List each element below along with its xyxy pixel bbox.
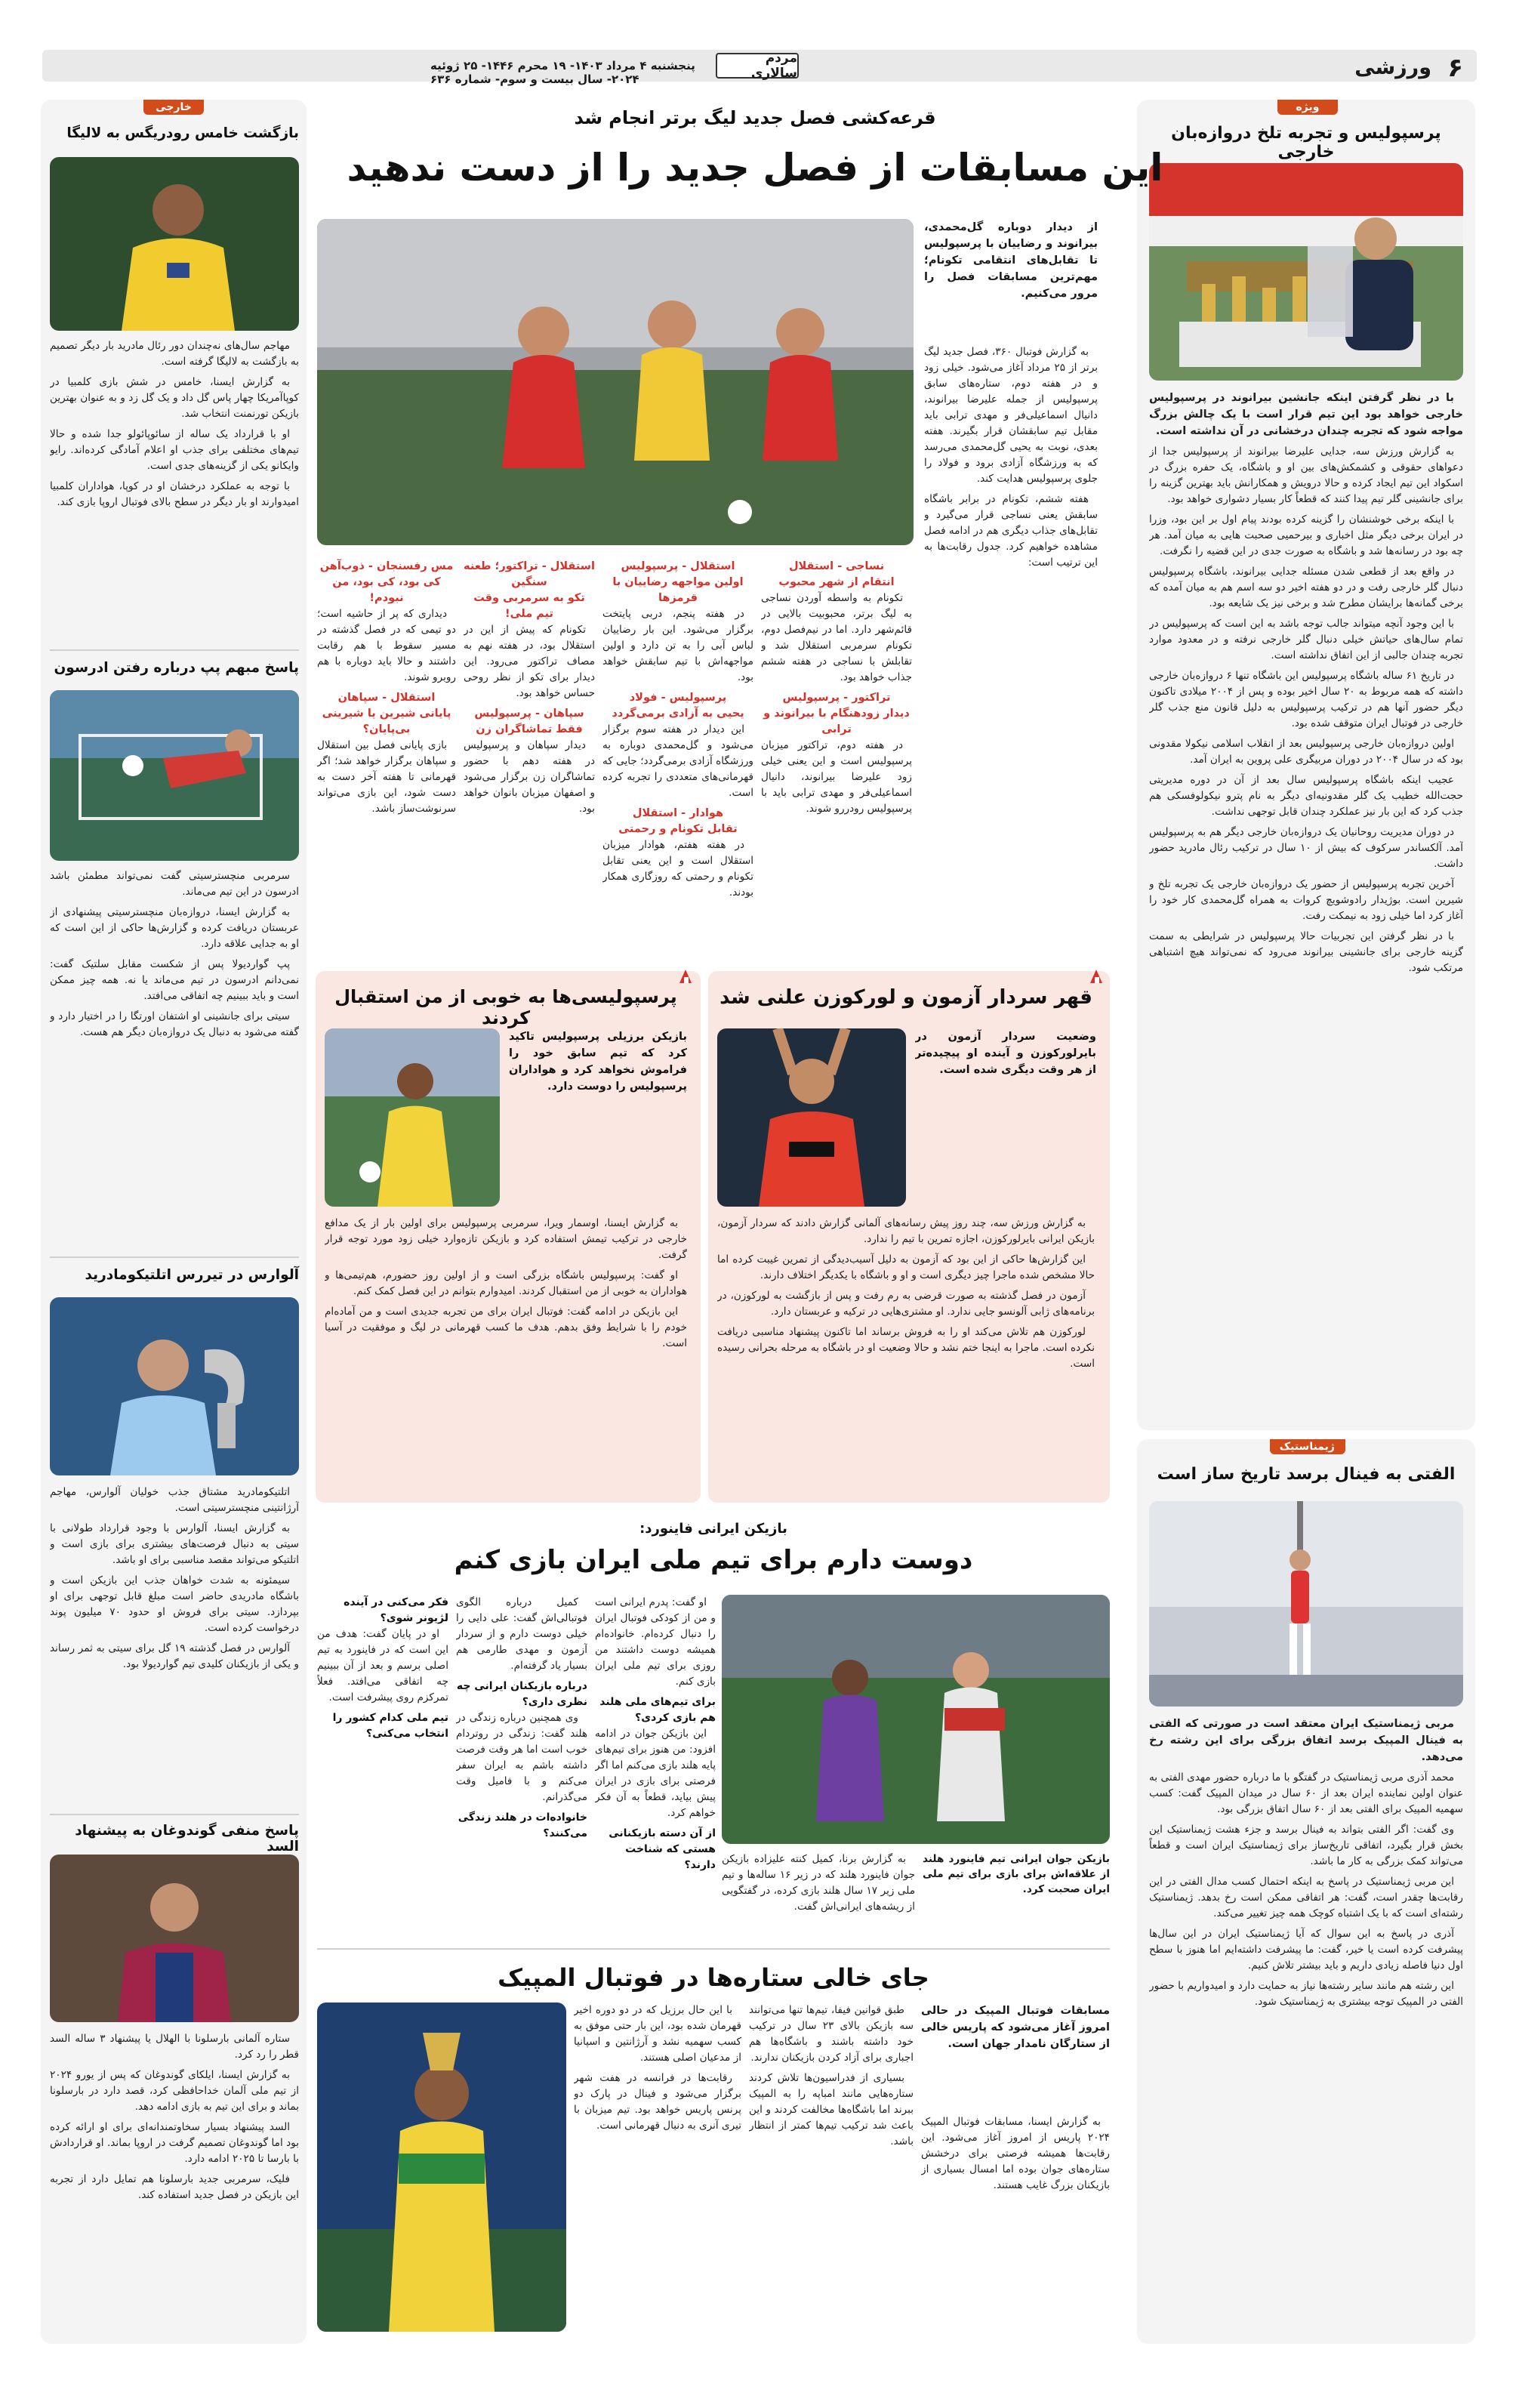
story-paragraph: بسیاری از فدراسیون‌ها تلاش کردند ستاره‌هایی مانند امباپه را به المپیک ببرند اما باشگاه‌ها مخالفت کردند و این باعث شد ترکیب تیم‌ها کمتر از انتظار باشد. <box>749 2072 914 2147</box>
story-paragraph: هفته ششم، تکونام در برابر باشگاه سابقش یعنی نساجی قرار می‌گیرد و تقابل‌های جذاب دیگری هم در ادامه فصل مشاهده خواهیم کرد. جدول رقابت‌ها به این ترتیب است: <box>924 493 1098 569</box>
story-paragraph: به گزارش ایسنا، اوسمار ویرا، سرمربی پرسپولیس برای اولین بار از یک مدافع خارجی در ترکیب تیمش استفاده کرد و بازیکن تازه‌وارد خیلی زود مورد توجه قرار گرفت. <box>325 1217 687 1261</box>
divider <box>50 1814 299 1815</box>
story-body <box>717 1216 1095 1495</box>
section-tag: ژیمناستیک <box>1270 1439 1345 1454</box>
story-paragraph: این بازیکن جوان در ادامه افزود: من هنوز برای تیم‌های پایه هلند بازی می‌کنم اما اگر فرصتی برای بازی در ایران پیش بیاید، قطعاً به آن فکر خواهم کرد. <box>595 1728 716 1819</box>
story-body <box>325 1216 687 1495</box>
fixture-text: دیدار سپاهان و پرسپولیس در هفته دهم با حضور تماشاگران زن برگزار می‌شود و اصفهان میزبان بانوان خواهد بود. <box>464 739 595 815</box>
player-lamenting-photo <box>717 1028 906 1207</box>
interview-column <box>595 1595 716 1935</box>
section-tag: خارجی <box>143 100 204 115</box>
section-tag: ویژه <box>1277 100 1338 115</box>
story-paragraph: به گزارش ورزش سه، جدایی علیرضا بیرانوند از پرسپولیس جدا از دعواهای حقوقی و کشمکش‌های بین او و باشگاه، یک حفره بزرگ در اسکواد این تیم ایجاد کرده و حالا درویش و همکارانش باید بهترین گزینه را برای جانشینی گلر تیم پیدا کنند که قطعاً کار بسیار دشواری خواهد بود. <box>1149 446 1463 505</box>
main-intro <box>924 344 1098 948</box>
story-paragraph: آلوارس در فصل گذشته ۱۹ گل برای سیتی به ثمر رساند و یکی از بازیکنان کلیدی تیم گواردیولا بود. <box>50 1642 299 1670</box>
story-paragraph: به گزارش ایسنا، ایلکای گوندوغان که پس از یورو ۲۰۲۴ از تیم ملی آلمان خداحافظی کرد، قصد دارد در بارسلونا بماند و برای این تیم به بازی ادامه دهد. <box>50 2069 299 2113</box>
mark-icon <box>1087 967 1107 986</box>
fixture-text: در هفته پنجم، دربی پایتخت برگزار می‌شود. این بار رضاییان لباس آبی را به تن دارد و اولین مواجهه‌اش با تیم سابقش خواهد بود. <box>602 608 753 683</box>
interview-body <box>722 1851 915 1935</box>
story-paragraph: با این وجود آنچه میتواند جالب توجه باشد به این است که پرسپولیس در تمام سال‌های حیاتش خیلی دنبال گلر خارجی نرفته و در معدود موارد تجربه چندان جالبی از این اتفاق نداشته است. <box>1149 618 1463 661</box>
page-number: ۶ <box>1447 53 1463 83</box>
story-paragraph: اولین دروازه‌بان خارجی پرسپولیس بعد از انقلاب اسلامی نیکولا مقدونی بود که در سال ۲۰۰۴ در دوران مربیگری علی پروین به ایران آمد. <box>1149 738 1463 766</box>
fixture-subtitle: اولین مواجهه رضاییان با قرمزها <box>612 576 744 604</box>
story-paragraph: او در پایان گفت: هدف من این است که در فاینورد به تیم اصلی برسم و بعد از آن ببینیم چه اتفاقی می‌افتد. فعلاً تمرکزم روی پیشرفت است. <box>317 1628 448 1703</box>
story-paragraph: مربی ژیمناستیک ایران معتقد است در صورتی که الفتی به فینال المپیک برسد اتفاق بزرگی برای این رشته رخ می‌دهد. <box>1149 1717 1463 1763</box>
fixture-subtitle: یحیی به آزادی برمی‌گردد <box>612 708 744 720</box>
story-paragraph: در تاریخ ۶۱ ساله باشگاه پرسپولیس این باشگاه تنها ۶ دروازه‌بان خارجی داشته که همه مربوط به ۲۰ سال اخیر بوده و پس از ۲۰۰۴ میلادی تاکنون دیگر حضور آنها هم در ترکیب پرسپولیس به دلیل قانون منع جذب گلر خارجی در فوتبال ایران متوقف شده بود. <box>1149 670 1463 729</box>
story-paragraph: در دوران مدیریت روحانیان یک دروازه‌بان خارجی دیگر هم به پرسپولیس آمد. آلکساندر سرکوف که بیش از ۱۰ سال در ترکیب رئال مادرید حضور داشت. <box>1149 826 1463 870</box>
story-paragraph: عجیب اینکه باشگاه پرسپولیس سال بعد از آن در دوره مدیریتی حجت‌الله خطیب یک گلر مقدونیه‌ای دیگر به نام پترو نیکولوفسکی هم جذب کرد که این بار نیز عملکرد چندان قابل توجهی نداشت. <box>1149 774 1463 818</box>
story-paragraph: فلیک، سرمربی جدید بارسلونا هم تمایل دارد از تجربه این بازیکن در فصل جدید استفاده کند. <box>50 2173 299 2201</box>
story-paragraph: به گزارش ایسنا، دروازه‌بان منچسترسیتی پیشنهادی از عربستان دریافت کرده و گزارش‌ها حاکی از این است که او به جدایی علاقه دارد. <box>50 906 299 950</box>
olympic-body <box>921 2114 1110 2333</box>
divider <box>50 1256 299 1258</box>
interview-question: فکر می‌کنی در آینده لژیونر شوی؟ <box>344 1596 448 1624</box>
olympic-headline: جای خالی ستاره‌ها در فوتبال المپیک <box>498 1963 929 1992</box>
story-paragraph: او گفت: پرسپولیس باشگاه بزرگی است و از اولین روز حضورم، هم‌تیمی‌ها و هواداران به خوبی از من استقبال کردند. امیدوارم بتوانم در این فصل کمک کنم. <box>325 1269 687 1297</box>
story-paragraph: او گفت: پدرم ایرانی است و من از کودکی فوتبال ایران را دنبال کرده‌ام. خانواده‌ام همیشه دوست داشتند من روزی برای تیم ملی ایران بازی کنم. <box>595 1596 716 1688</box>
story-headline: بازگشت خامس رودریگس به لالیگا <box>66 125 299 141</box>
player-with-ball-photo <box>325 1028 500 1207</box>
story-paragraph: در واقع بعد از قطعی شدن مسئله جدایی بیرانوند، باشگاه پرسپولیس دنبال گلر خارجی رفت و در دو هفته اخیر دو سه اسم هم به میان آمده که برخی گمانه‌ها برایشان مطرح شد و برخی نیز یک شایعه بود. <box>1149 566 1463 609</box>
story-paragraph: ستاره آلمانی بارسلونا با الهلال یا پیشنهاد ۳ ساله السد قطر را رد کرد. <box>50 2033 299 2061</box>
story-lead: بازیکن برزیلی پرسپولیس تاکید کرد که تیم سابق خود را فراموش نخواهد کرد و هواداران پرسپولیس را دوست دارد. <box>509 1030 687 1093</box>
fixture-text: بازی پایانی فصل بین استقلال و سپاهان برگزار خواهد شد؛ اگر قهرمانی تا هفته آخر دست به دست شود، این بازی می‌تواند سرنوشت‌ساز باشد. <box>317 739 456 815</box>
interview-question: از آن دسته بازیکنانی هستی که شناخت دارند؟ <box>609 1827 716 1871</box>
fixture-subtitle: تقابل تکونام و رحمتی <box>618 823 738 835</box>
interview-headline: دوست دارم برای تیم ملی ایران بازی کنم <box>454 1545 973 1575</box>
story-paragraph: کمیل درباره الگوی فوتبالی‌اش گفت: علی دایی را خیلی دوست دارم و از سردار آزمون و مهدی طارمی هم بسیار یاد گرفته‌ام. <box>456 1596 587 1672</box>
fixture-title: پرسپولیس - فولاد <box>629 692 727 704</box>
story-body <box>50 338 299 640</box>
fixture-title: نساجی - استقلال <box>788 560 885 572</box>
story-paragraph: مهاجم سال‌های نه‌چندان دور رئال مادرید بار دیگر تصمیم به بازگشت به لالیگا گرفته است. <box>50 340 299 368</box>
goalkeeper-with-trophies-photo <box>1149 163 1463 381</box>
story-paragraph: این بازیکن در ادامه گفت: فوتبال ایران برای من تجربه جدیدی است و من آماده‌ام خودم را با شرایط وفق بدهم. هدف ما کسب قهرمانی در لیگ و موفقیت در آسیا است. <box>325 1306 687 1349</box>
story-paragraph: به گزارش ایسنا، خامس در شش بازی کلمبیا در کوپا‌آمریکا چهار پاس گل داد و یک گل زد و به عنوان بهترین بازیکن تورنمنت انتخاب شد. <box>50 376 299 420</box>
fixture-text: در هفته هفتم، هوادار میزبان استقلال است و این یعنی تقابل تکونام و رحمتی که روزگاری همکار بودند. <box>602 839 753 899</box>
main-kicker: قرعه‌کشی فصل جدید لیگ برتر انجام شد <box>574 107 936 128</box>
story-body <box>50 1485 299 1862</box>
story-paragraph: با توجه به عملکرد درخشان او در کوپا، هواداران کلمبیا امیدوارند او بار دیگر در سطح بالای فوتبال اروپا بازی کند. <box>50 480 299 508</box>
fixture-text: در هفته دوم، تراکتور میزبان پرسپولیس است و این یعنی خیلی زود علیرضا بیرانوند، دانیال اسماعیلی‌فر و مهدی ترابی باید با پرسپولیس رودررو شوند. <box>761 739 912 815</box>
football-match-photo <box>317 219 914 545</box>
story-headline: پرسپولیس و تجربه تلخ دروازه‌بان خارجی <box>1171 124 1441 162</box>
interview-column <box>317 1595 448 1935</box>
olympic-body <box>574 2003 741 2335</box>
story-paragraph: وی گفت: اگر الفتی بتواند به فینال برسد و جزء هشت ژیمناستیک این بخش قرار بگیرد، اتفاقی تاریخ‌ساز برای ژیمناستیک ایران است و قطعاً می‌تواند کمک بزرگی به کار ما باشد. <box>1149 1824 1463 1867</box>
story-paragraph: این گزارش‌ها حاکی از این بود که آزمون به دلیل آسیب‌دیدگی از تمرین غیبت کرده اما حالا مشخص شده ماجرا چیز دیگری است و او و باشگاه با یکدیگر اختلاف دارند. <box>717 1253 1095 1281</box>
player-lifting-trophy-photo <box>317 2003 566 2332</box>
story-headline: پاسخ مبهم پپ درباره رفتن ادرسون <box>54 660 299 676</box>
story-paragraph: رقابت‌ها در فرانسه در هفت شهر برگزار می‌شود و فینال در پارک دو پرنس پاریس خواهد بود. تیم میزبان با تیری آنری به دنبال قهرمانی است. <box>574 2072 741 2132</box>
divider <box>317 1948 1110 1950</box>
story-paragraph: لورکوزن هم تلاش می‌کند او را به فروش برساند اما تاکنون پیشنهاد مناسبی دریافت نکرده است. ماجرا به اینجا ختم نشد و حالا وضعیت او در باشگاه به مرحله بحرانی رسیده است. <box>717 1326 1095 1370</box>
story-body <box>50 868 299 1246</box>
fixture-subtitle: انتقام از شهر محبوب <box>778 576 895 588</box>
fixtures-column <box>761 559 912 951</box>
story-headline: پاسخ منفی گوندوغان به پیشنهاد السد <box>75 1823 299 1855</box>
youth-players-photo <box>722 1595 1110 1844</box>
dateline: پنجشنبه ۴ مرداد ۱۴۰۳- ۱۹ محرم ۱۴۴۶- ۲۵ ژوئیه ۲۰۲۴- سال بیست و سوم- شماره ۶۳۶ <box>430 59 695 86</box>
player-yellow-shirt-photo <box>50 157 299 331</box>
interview-question: خانواده‌ات در هلند زندگی می‌کنند؟ <box>458 1811 587 1839</box>
story-paragraph: پپ گواردیولا پس از شکست مقابل سلتیک گفت: نمی‌دانم ادرسون در تیم می‌ماند یا نه. همه چیز ممکن است و باید ببینیم چه اتفاقی می‌افتد. <box>50 958 299 1002</box>
story-paragraph: این رشته هم مانند سایر رشته‌ها نیاز به حمایت دارد و امیدواریم با حضور الفتی در المپیک توجه بیشتری به ژیمناستیک شود. <box>1149 1980 1463 2008</box>
story-paragraph: آزمون در فصل گذشته به صورت قرضی به رم رفت و پس از بازگشت به لورکوزن، در برنامه‌های ژابی آلونسو جایی ندارد. او مشتری‌هایی در ترکیه و عربستان دارد. <box>717 1290 1095 1318</box>
story-headline: پرسپولیسی‌ها به خوبی از من استقبال کردند <box>334 986 677 1028</box>
fixture-subtitle: تکو به سرمربی وقت تیم ملی! <box>473 592 585 620</box>
fixtures-column <box>317 559 456 951</box>
interview-question: درباره بازیکنان ایرانی چه نظری داری؟ <box>456 1680 587 1708</box>
player-kissing-trophy-photo <box>50 1297 299 1475</box>
fixture-title: مس رفسنجان - ذوب‌آهن <box>319 560 454 572</box>
fixture-text: دیداری که پر از حاشیه است؛ دو تیمی که در فصل گذشته در مسیر سقوط با هم رقابت داشتند و حالا باید دوباره با هم روبرو شوند. <box>317 608 456 683</box>
section-title: ورزشی <box>1354 56 1431 79</box>
interview-question: برای تیم‌های ملی هلند هم بازی کردی؟ <box>599 1696 716 1724</box>
story-body <box>1149 390 1463 1403</box>
story-paragraph: سیمئونه به شدت خواهان جذب این بازیکن است و باشگاه مادریدی حاضر است مبلغ قابل توجهی برای او بپردازد. سیتی برای فروش او حدود ۷۰ میلیون پوند درخواست کرده است. <box>50 1574 299 1634</box>
fixture-title: استقلال - پرسپولیس <box>621 560 735 572</box>
story-paragraph: با این حال برزیل که در دو دوره اخیر قهرمان شده بود، این بار حتی موفق به کسب سهمیه نشد و آرژانتین و اسپانیا از مدعیان اصلی هستند. <box>574 2004 741 2064</box>
story-lead: وضعیت سردار آزمون در بایرلورکوزن و آینده او پیچیده‌تر از هر وقت دیگری شده است. <box>915 1030 1096 1076</box>
newspaper-logo: مردم سالاری <box>716 53 799 79</box>
player-applauding-photo <box>50 1855 299 2022</box>
story-paragraph: اتلتیکومادرید مشتاق جذب خولیان آلوارس، مهاجم آرژانتینی منچسترسیتی است. <box>50 1486 299 1514</box>
fixture-title: هوادار - استقلال <box>632 807 724 819</box>
interview-kicker: بازیکن ایرانی فاینورد: <box>639 1521 787 1537</box>
story-paragraph: سیتی برای جانشینی او اشتفان اورتگا را در اختیار دارد و گفته می‌شود به دنبال یک دروازه‌بان دیگر هم هست. <box>50 1010 299 1038</box>
fixture-text: تکونام که پیش از این در استقلال بود، در هفته نهم به مصاف تراکتور می‌رود. این دیدار برای تکو از نظر روحی حساس خواهد بود. <box>464 624 595 699</box>
story-paragraph: محمد آذری مربی ژیمناستیک در گفتگو با ما درباره حضور مهدی الفتی به عنوان اولین نماینده ایران بعد از ۶۰ سال در میدان المپیک گفت: کسب سهمیه المپیک برای الفتی بعد از ۶۰ سال اتفاق بزرگی بود. <box>1149 1771 1463 1815</box>
main-headline: این مسابقات از فصل جدید را از دست ندهید <box>347 146 1163 190</box>
main-lead: از دیدار دوباره گل‌محمدی، بیرانوند و رضاییان با پرسپولیس تا تقابل‌های انتقامی تکونام؛ مهم‌ترین مسابقات فصل را مرور می‌کنیم. <box>924 220 1098 300</box>
fixtures-column <box>602 559 753 951</box>
story-paragraph: به گزارش برنا، کمیل کنته علیزاده بازیکن جوان فاینورد هلند که در زیر ۱۶ ساله‌ها و تیم ملی زیر ۱۷ سال هلند بازی کرده، در گفتگویی از ریشه‌های ایرانی‌اش گفت. <box>722 1853 915 1913</box>
story-paragraph: او با قرارداد یک ساله از سائوپائولو جدا شده و حالا تیم‌های مختلفی برای جذب او اعلام آمادگی کرده‌اند. رایو وایکانو یکی از گزینه‌های جدی است. <box>50 428 299 472</box>
fixture-title: تراکتور - پرسپولیس <box>782 692 891 704</box>
story-headline: قهر سردار آزمون و لورکوزن علنی شد <box>719 986 1092 1009</box>
gymnast-photo <box>1149 1501 1463 1707</box>
fixture-subtitle: کی بود، کی بود، من نبودم! <box>332 576 441 604</box>
fixture-text: تکونام به واسطه آوردن نساجی به لیگ برتر، محبوبیت بالایی در قائم‌شهر دارد. اما در نیم‌فصل دوم، تکونام سرمربی استقلال شد و تقابلش با نساجی در هفته ششم جذاب خواهد بود. <box>761 592 912 683</box>
story-headline: آلوارس در تیررس اتلتیکومادرید <box>85 1267 299 1283</box>
story-paragraph: با اینکه برخی خوشنشان را گزینه کرده بودند پیام اول بر این بود، وزرا در ایران برخی دیگر مثل اخباری و بیرحمیی صحبت هایی به میان آمد. هر چه بود در رسانه‌ها شد و باشگاه به صورت جدی در این قضیه را نگرفت. <box>1149 513 1463 557</box>
story-body <box>50 2031 299 2333</box>
interview-column <box>456 1595 587 1935</box>
story-paragraph: آخرین تجربه پرسپولیس از حضور یک دروازه‌بان خارجی یک تجربه تلخ و شیرین است. بوژیدار رادوشویچ کروات به همراه گل‌محمدی کار خود را آغاز کرد اما خیلی زود به نیمکت رفت. <box>1149 878 1463 922</box>
fixture-text: این دیدار در هفته سوم برگزار می‌شود و گل‌محمدی دوباره به ورزشگاه آزادی برمی‌گردد؛ جایی که قهرمانی‌های متعددی را تجربه کرده است. <box>602 723 753 799</box>
story-paragraph: به گزارش ایسنا، آلوارس با وجود قرارداد طولانی با سیتی به دنبال فرصت‌های بیشتری برای بازی است و اتلتیکو می‌تواند مقصد مناسبی برای او باشد. <box>50 1522 299 1566</box>
olympic-body <box>749 2003 914 2335</box>
fixture-subtitle: فقط تماشاگران زن <box>476 723 583 735</box>
mark-icon <box>676 967 696 986</box>
story-paragraph: طبق قوانین فیفا، تیم‌ها تنها می‌توانند سه بازیکن بالای ۲۳ سال در ترکیب خود داشته باشند و باشگاه‌ها هم اجباری برای آزاد کردن بازیکنان ندارند. <box>749 2004 914 2064</box>
story-paragraph: به گزارش فوتبال ۳۶۰، فصل جدید لیگ برتر از ۲۵ مرداد آغاز می‌شود. خیلی زود و در هفته دوم، ستاره‌های سابق پرسپولیس از جمله علیرضا بیرانوند، دانیال اسماعیلی‌فر و مهدی ترابی باید مقابل تیم سابقشان قرار بگیرند. هفته بعدی، نوبت به یحیی گل‌محمدی می‌رسد که به ورزشگاه آزادی برود و فولاد را جلوی پرسپولیس هدایت کند. <box>924 346 1098 485</box>
fixture-title: استقلال - سپاهان <box>337 692 436 704</box>
story-paragraph: وی همچنین درباره زندگی در هلند گفت: زندگی در روتردام خوب است اما هر وقت فرصت داشته باشم به ایران سفر می‌کنم و با فامیل وقت می‌گذرانم. <box>456 1712 587 1803</box>
fixture-title: استقلال - تراکتور؛ طعنه سنگین <box>464 560 595 588</box>
fixture-subtitle: پایانی شیرین یا شیرینی بی‌پایان؟ <box>322 708 451 735</box>
story-paragraph: به گزارش ایسنا، مسابقات فوتبال المپیک ۲۰۲۴ پاریس از امروز آغاز می‌شود. این رقابت‌ها همیشه فرصتی برای درخشش ستاره‌های جوان بوده اما امسال بسیاری از بازیکنان بزرگ غایب هستند. <box>921 2116 1110 2191</box>
story-body <box>1149 1716 1463 2335</box>
story-paragraph: سرمربی منچسترسیتی گفت نمی‌تواند مطمئن باشد ادرسون در این تیم می‌ماند. <box>50 870 299 898</box>
interview-question: تیم ملی کدام کشور را انتخاب می‌کنی؟ <box>332 1712 448 1740</box>
story-paragraph: به گزارش ورزش سه، چند روز پیش رسانه‌های آلمانی گزارش دادند که سردار آزمون، بازیکن ایرانی بایرلورکوزن، اجازه تمرین با تیم را ندارد. <box>717 1217 1095 1245</box>
goalkeeper-diving-photo <box>50 690 299 861</box>
story-paragraph: السد پیشنهاد بسیار سخاوتمندانه‌ای برای او ارائه کرده بود اما گوندوغان تصمیم گرفت در اروپا بماند. او قراردادش با بارسا تا ۲۰۲۵ ادامه دارد. <box>50 2121 299 2165</box>
story-paragraph: آذری در پاسخ به این سوال که آیا ژیمناستیک ایران در این سال‌ها پیشرفت کرده است یا خیر، گفت: ما پیشرفت داشته‌ایم اما هنوز با سطح اول دنیا فاصله زیادی داریم و باید بیشتر تلاش کنیم. <box>1149 1928 1463 1972</box>
story-paragraph: با در نظر گرفتن این تجربیات حالا پرسپولیس در شرایطی به سمت گزینه خارجی برای جانشینی بیرانوند می‌رود که نمی‌تواند هیچ اشتباهی مرتکب شود. <box>1149 930 1463 974</box>
interview-lead: بازیکن جوان ایرانی تیم فاینورد هلند از علاقه‌اش برای بازی برای تیم ملی ایران صحبت کرد. <box>923 1853 1110 1895</box>
divider <box>50 649 299 651</box>
story-paragraph: این مربی ژیمناستیک در پاسخ به اینکه احتمال کسب مدال الفتی در این رقابت‌ها چقدر است، گفت: هر اتفاقی ممکن است رخ بدهد. ژیمناستیک رشته‌ای است که با یک اشتباه کوچک همه چیز تغییر می‌کند. <box>1149 1876 1463 1919</box>
fixtures-column <box>464 559 595 951</box>
fixture-subtitle: دیدار زودهنگام با بیرانوند و ترابی <box>763 708 910 735</box>
fixture-title: سپاهان - پرسپولیس <box>474 708 584 720</box>
olympic-lead: مسابقات فوتبال المپیک در حالی امروز آغاز می‌شود که پاریس خالی از ستارگان نامدار جهان است. <box>921 2004 1110 2050</box>
story-headline: الفتی به فینال برسد تاریخ ساز است <box>1157 1465 1456 1484</box>
story-paragraph: با در نظر گرفتن اینکه جانشین بیرانوند در پرسپولیس خارجی خواهد بود این تیم قرار است با یک چالش بزرگ مواجه شود که تجربه چندان درخشانی در آن نداشته است. <box>1149 391 1463 437</box>
